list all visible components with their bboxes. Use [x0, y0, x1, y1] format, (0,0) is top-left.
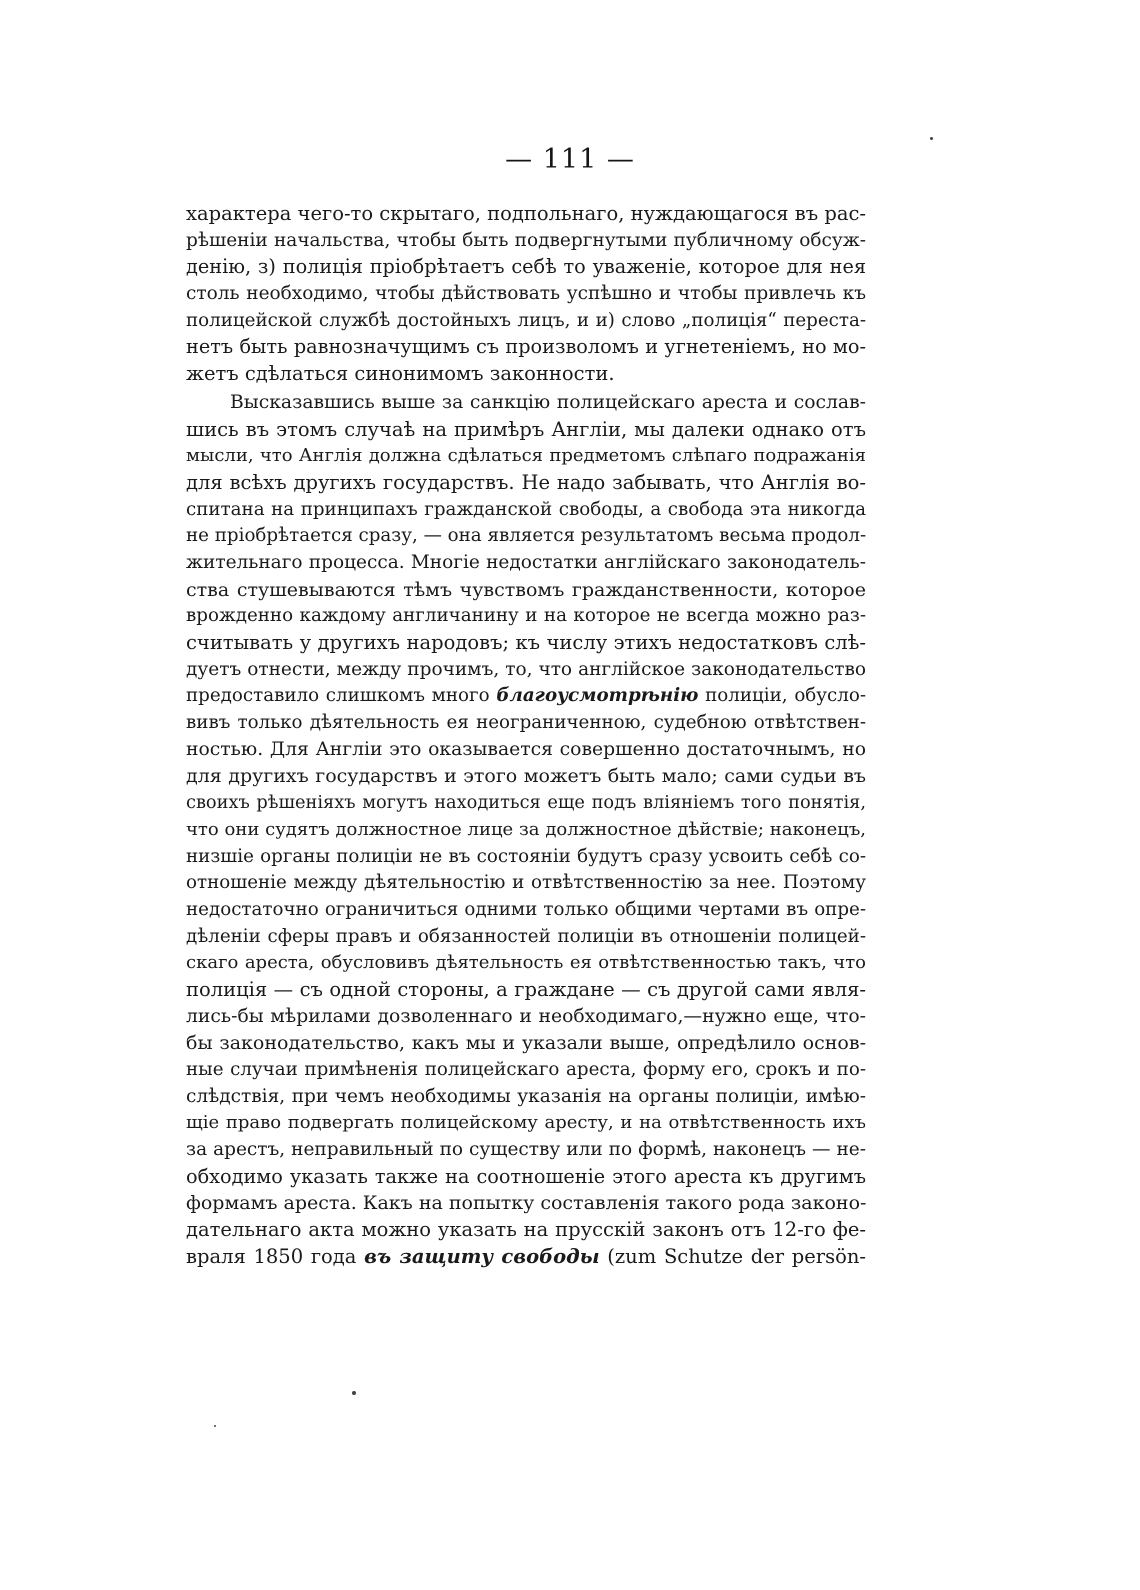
text-line: характера чего-то скрытаго, подпольнаго, нуждающагося въ рас- — [186, 202, 866, 225]
text-line: низшіе органы полиціи не въ состояніи будутъ сразу усвоить себѣ со- — [186, 845, 866, 867]
text-line: дуетъ отнести, между прочимъ, то, что англійское законодательство — [186, 658, 866, 680]
text-line: дательнаго акта можно указать на прусскій законъ отъ 12-го фе- — [186, 1218, 866, 1242]
paragraph-2 — [186, 390, 866, 1271]
text-line: рѣшеніи начальства, чтобы быть подвергнутыми публичному обсуж- — [186, 229, 866, 251]
text-line: своихъ рѣшеніяхъ могутъ находиться еще подъ вліяніемъ того понятія, — [186, 793, 866, 814]
text-fragment: полиціи, обусло- — [698, 685, 866, 707]
text-line: не пріобрѣтается сразу, — она является результатомъ весьма продол- — [186, 525, 867, 547]
text-line: лись-бы мѣрилами дозволеннаго и необходимаго,—нужно еще, что- — [186, 1005, 866, 1027]
text-line: считывать у другихъ народовъ; къ числу этихъ недостатковъ слѣ- — [186, 631, 866, 654]
text-line: ства стушевываются тѣмъ чувствомъ гражданственности, которое — [186, 578, 866, 601]
text-line: Высказавшись выше за санкцію полицейскаго ареста и сослав- — [230, 391, 866, 413]
paragraph-1 — [186, 201, 866, 388]
text-line: спитана на принципахъ гражданской свободы, а свобода эта никогда — [186, 498, 866, 520]
text-line: ные случаи примѣненія полицейскаго ареста, форму его, срокъ и по- — [186, 1059, 866, 1080]
scan-speck — [352, 1391, 356, 1395]
text-line-with-emphasis — [186, 1244, 866, 1271]
text-line: для всѣхъ другихъ государствъ. Не надо забывать, что Англія во- — [186, 470, 866, 494]
text-line: для другихъ государствъ и этого можетъ быть мало; сами судьи въ — [186, 765, 866, 788]
text-line: формамъ ареста. Какъ на попытку составленія такого рода законо- — [186, 1192, 867, 1215]
emphasis-text: въ защиту свободы — [364, 1244, 600, 1268]
body-text — [186, 201, 866, 1271]
text-line: ностью. Для Англіи это оказывается совершенно достаточнымъ, но — [186, 738, 866, 760]
text-line-with-emphasis — [186, 683, 866, 710]
text-line: слѣдствія, при чемъ необходимы указанія на органы полиціи, имѣю- — [186, 1085, 866, 1107]
text-line: обходимо указать также на соотношеніе этого ареста къ другимъ — [186, 1164, 866, 1188]
scan-speck — [930, 137, 933, 140]
text-line: врожденно каждому англичанину и на которое не всегда можно раз- — [186, 605, 866, 627]
text-line: щіе право подвергать полицейскому аресту, и на отвѣтственность ихъ — [186, 1112, 866, 1134]
text-line: шись въ этомъ случаѣ на примѣръ Англіи, мы далеки однако отъ — [186, 417, 866, 441]
scan-speck — [214, 1425, 216, 1427]
text-line: отношеніе между дѣятельностію и отвѣтственностію за нее. Поэтому — [186, 872, 866, 894]
emphasis-text: благоусмотрѣнію — [496, 685, 699, 707]
text-line: нетъ быть равнозначущимъ съ произволомъ и угнетеніемъ, но мо- — [186, 335, 866, 359]
text-line: за арестъ, неправильный по существу или по формѣ, наконецъ — не- — [186, 1139, 866, 1161]
text-fragment: предоставило слишкомъ много — [186, 685, 497, 707]
text-line: полицейской службѣ достойныхъ лицъ, и и) слово „полиція“ переста- — [186, 309, 866, 331]
text-line: вивъ только дѣятельность ея неограниченною, судебною отвѣтствен- — [186, 712, 866, 734]
text-fragment: (zum Schutze der persön- — [599, 1244, 867, 1268]
text-fragment: враля 1850 года — [186, 1244, 365, 1268]
text-line: бы законодательство, какъ мы и указали выше, опредѣлило основ- — [186, 1032, 866, 1055]
text-line: столь необходимо, чтобы дѣйствовать успѣшно и чтобы привлечь къ — [186, 283, 866, 305]
text-line: дѣленіи сферы правъ и обязанностей полиціи въ отношеніи полицей- — [186, 925, 866, 947]
text-line: мысли, что Англія должна сдѣлаться предметомъ слѣпаго подражанія — [186, 445, 866, 467]
text-line: жетъ сдѣлаться синонимомъ законности. — [186, 362, 615, 386]
text-line: жительнаго процесса. Многіе недостатки англійскаго законодатель- — [186, 551, 866, 573]
page-number: — 111 — — [505, 144, 635, 175]
text-line: недостаточно ограничиться одними только общими чертами въ опре- — [186, 898, 866, 920]
text-line: что они судятъ должностное лице за должностное дѣйствіе; наконецъ, — [186, 818, 866, 840]
text-line: скаго ареста, обусловивъ дѣятельность ея отвѣтственностью такъ, что — [186, 952, 866, 974]
text-line: полиція — съ одной стороны, а граждане — съ другой сами явля- — [186, 977, 866, 1001]
text-line: денію, з) полиція пріобрѣтаетъ себѣ то уваженіе, которое для нея — [186, 255, 866, 279]
